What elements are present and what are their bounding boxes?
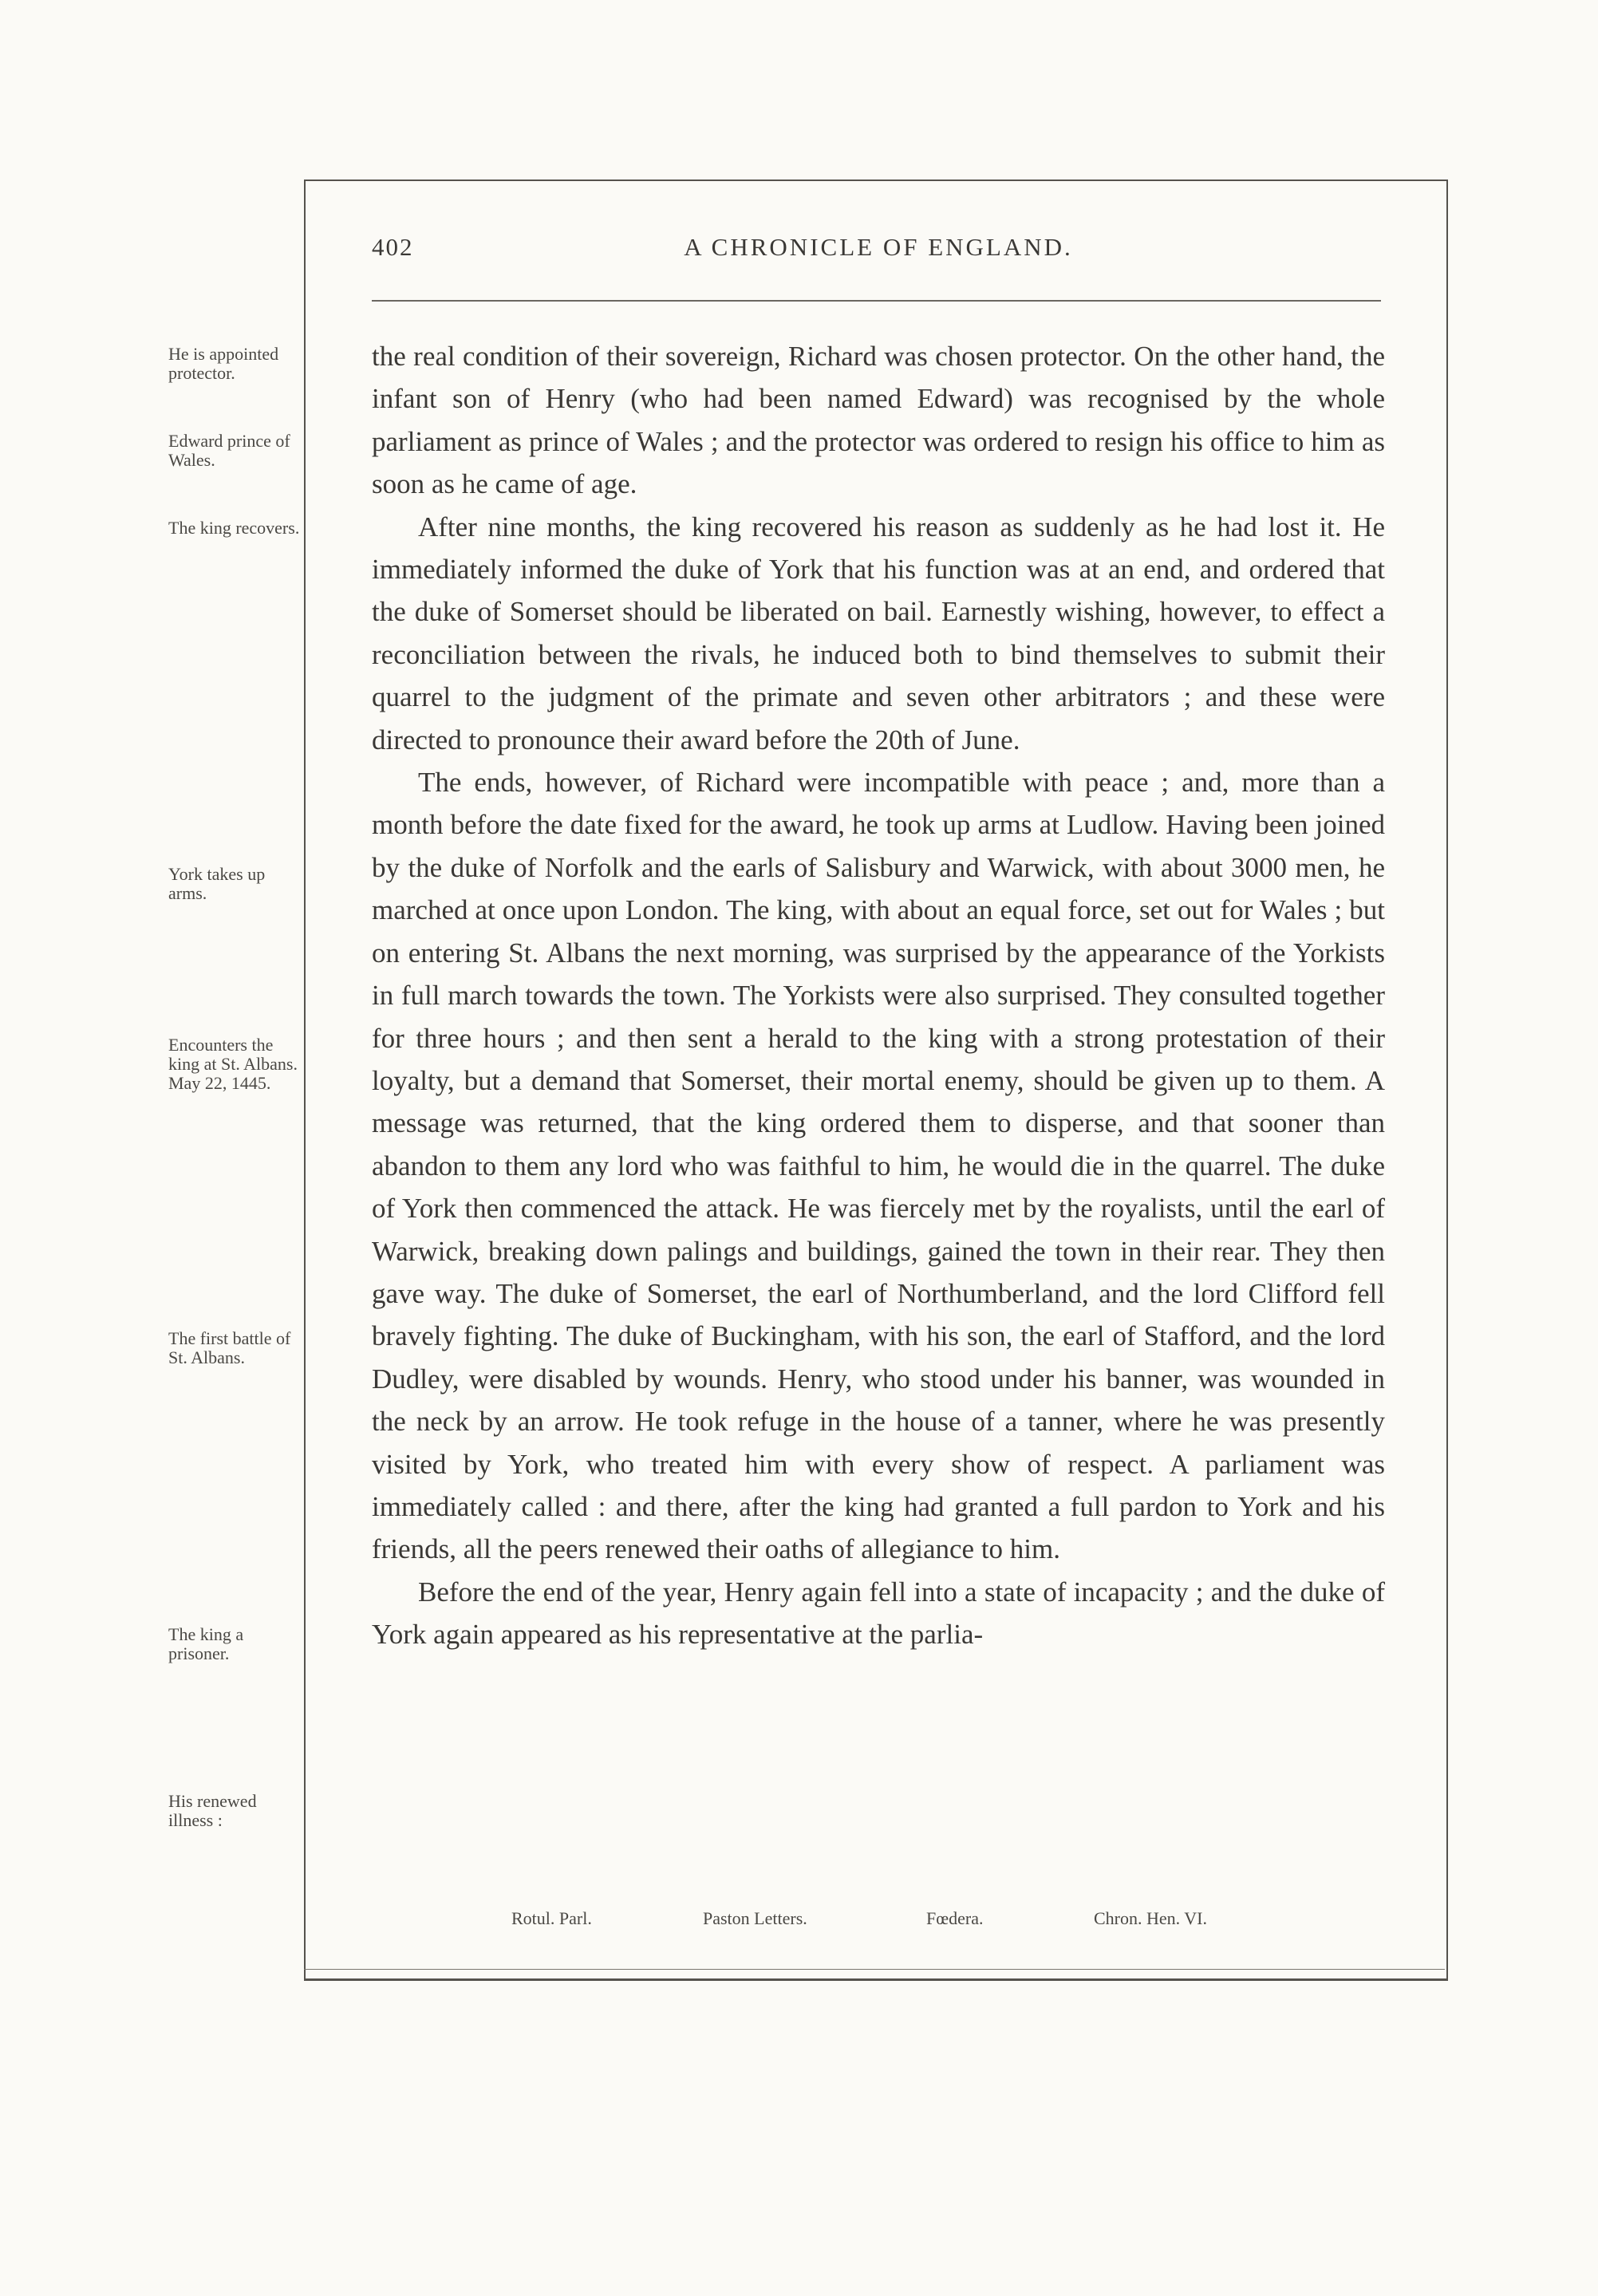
margin-note: The first battle of St. Albans. — [168, 1328, 291, 1367]
running-title: A CHRONICLE OF ENGLAND. — [684, 233, 1073, 261]
margin-note: Encounters the king at St. Albans. May 22, 1445. — [168, 1035, 298, 1093]
paragraph: The ends, however, of Richard were incompatible with peace ; and, more than a month before the date fixed for the award, he took up arms at Ludlow. Having been joined by the duke of Norfolk and the earls of Salisbury and Warwick, with about 3000 men, he marched at once upon London. The king, with about an equal force, set out for Wales ; but on entering St. Albans the next morning, was surprised by the appearance of the Yorkists in full march towards the town. The Yorkists were also surprised. They consulted together for three hours ; and then sent a herald to the king with a strong protestation of their loyalty, but a demand that Somerset, their mortal enemy, should be given up to them. A message was returned, that the king ordered them to disperse, and that sooner than abandon to them any lord who was faithful to him, he would die in the quarrel. The duke of York then commenced the attack. He was fiercely met by the royalists, until the earl of Warwick, breaking down palings and buildings, gained the town in their rear. They then gave way. The duke of Somerset, the earl of Northumberland, and the lord Clifford fell bravely fighting. The duke of Buckingham, with his son, the earl of Stafford, and the lord Dudley, were disabled by wounds. Henry, who stood under his banner, was wounded in the neck by an arrow. He took refuge in the house of a tanner, where he was presently visited by York, who treated him with every show of respect. A parliament was immediately called : and there, after the king had granted a full pardon to York and his friends, all the peers renewed their oaths of allegiance to him. — [372, 767, 1385, 1565]
source-reference: Rotul. Parl. — [511, 1908, 592, 1928]
frame-bottom-rule — [304, 1969, 1445, 1970]
page-header — [372, 233, 1385, 265]
source-reference: Paston Letters. — [703, 1908, 807, 1928]
source-reference: Chron. Hen. VI. — [1094, 1908, 1207, 1928]
margin-note: The king recovers. — [168, 518, 300, 538]
margin-note: His renewed illness : — [168, 1791, 257, 1830]
paragraph: Before the end of the year, Henry again fell into a state of incapacity ; and the duke of York again appeared as his representative at the parlia- — [372, 1576, 1385, 1651]
body-text — [372, 335, 1385, 1656]
source-reference: Fœdera. — [926, 1908, 984, 1928]
paragraph: After nine months, the king recovered his reason as suddenly as he had lost it. He immediately informed the duke of York that his function was at an end, and ordered that the duke of Somerset should be liberated on bail. Earnestly wishing, however, to effect a reconciliation between the rivals, he induced both to bind themselves to submit their quarrel to the judgment of the primate and seven other arbitrators ; and these were directed to pronounce their award before the 20th of June. — [372, 511, 1385, 755]
header-rule — [372, 300, 1381, 302]
margin-note: York takes up arms. — [168, 864, 266, 903]
margin-note: The king a prisoner. — [168, 1624, 244, 1663]
margin-note: He is appointed protector. — [168, 344, 279, 383]
page-number: 402 — [372, 233, 414, 261]
margin-note: Edward prince of Wales. — [168, 431, 290, 470]
paragraph: the real condition of their sovereign, Richard was chosen protector. On the other hand, the infant son of Henry (who had been named Edward) was recognised by the whole parliament as prince of Wales ; and the protector was ordered to resign his office to him as soon as he came of age. — [372, 341, 1385, 500]
